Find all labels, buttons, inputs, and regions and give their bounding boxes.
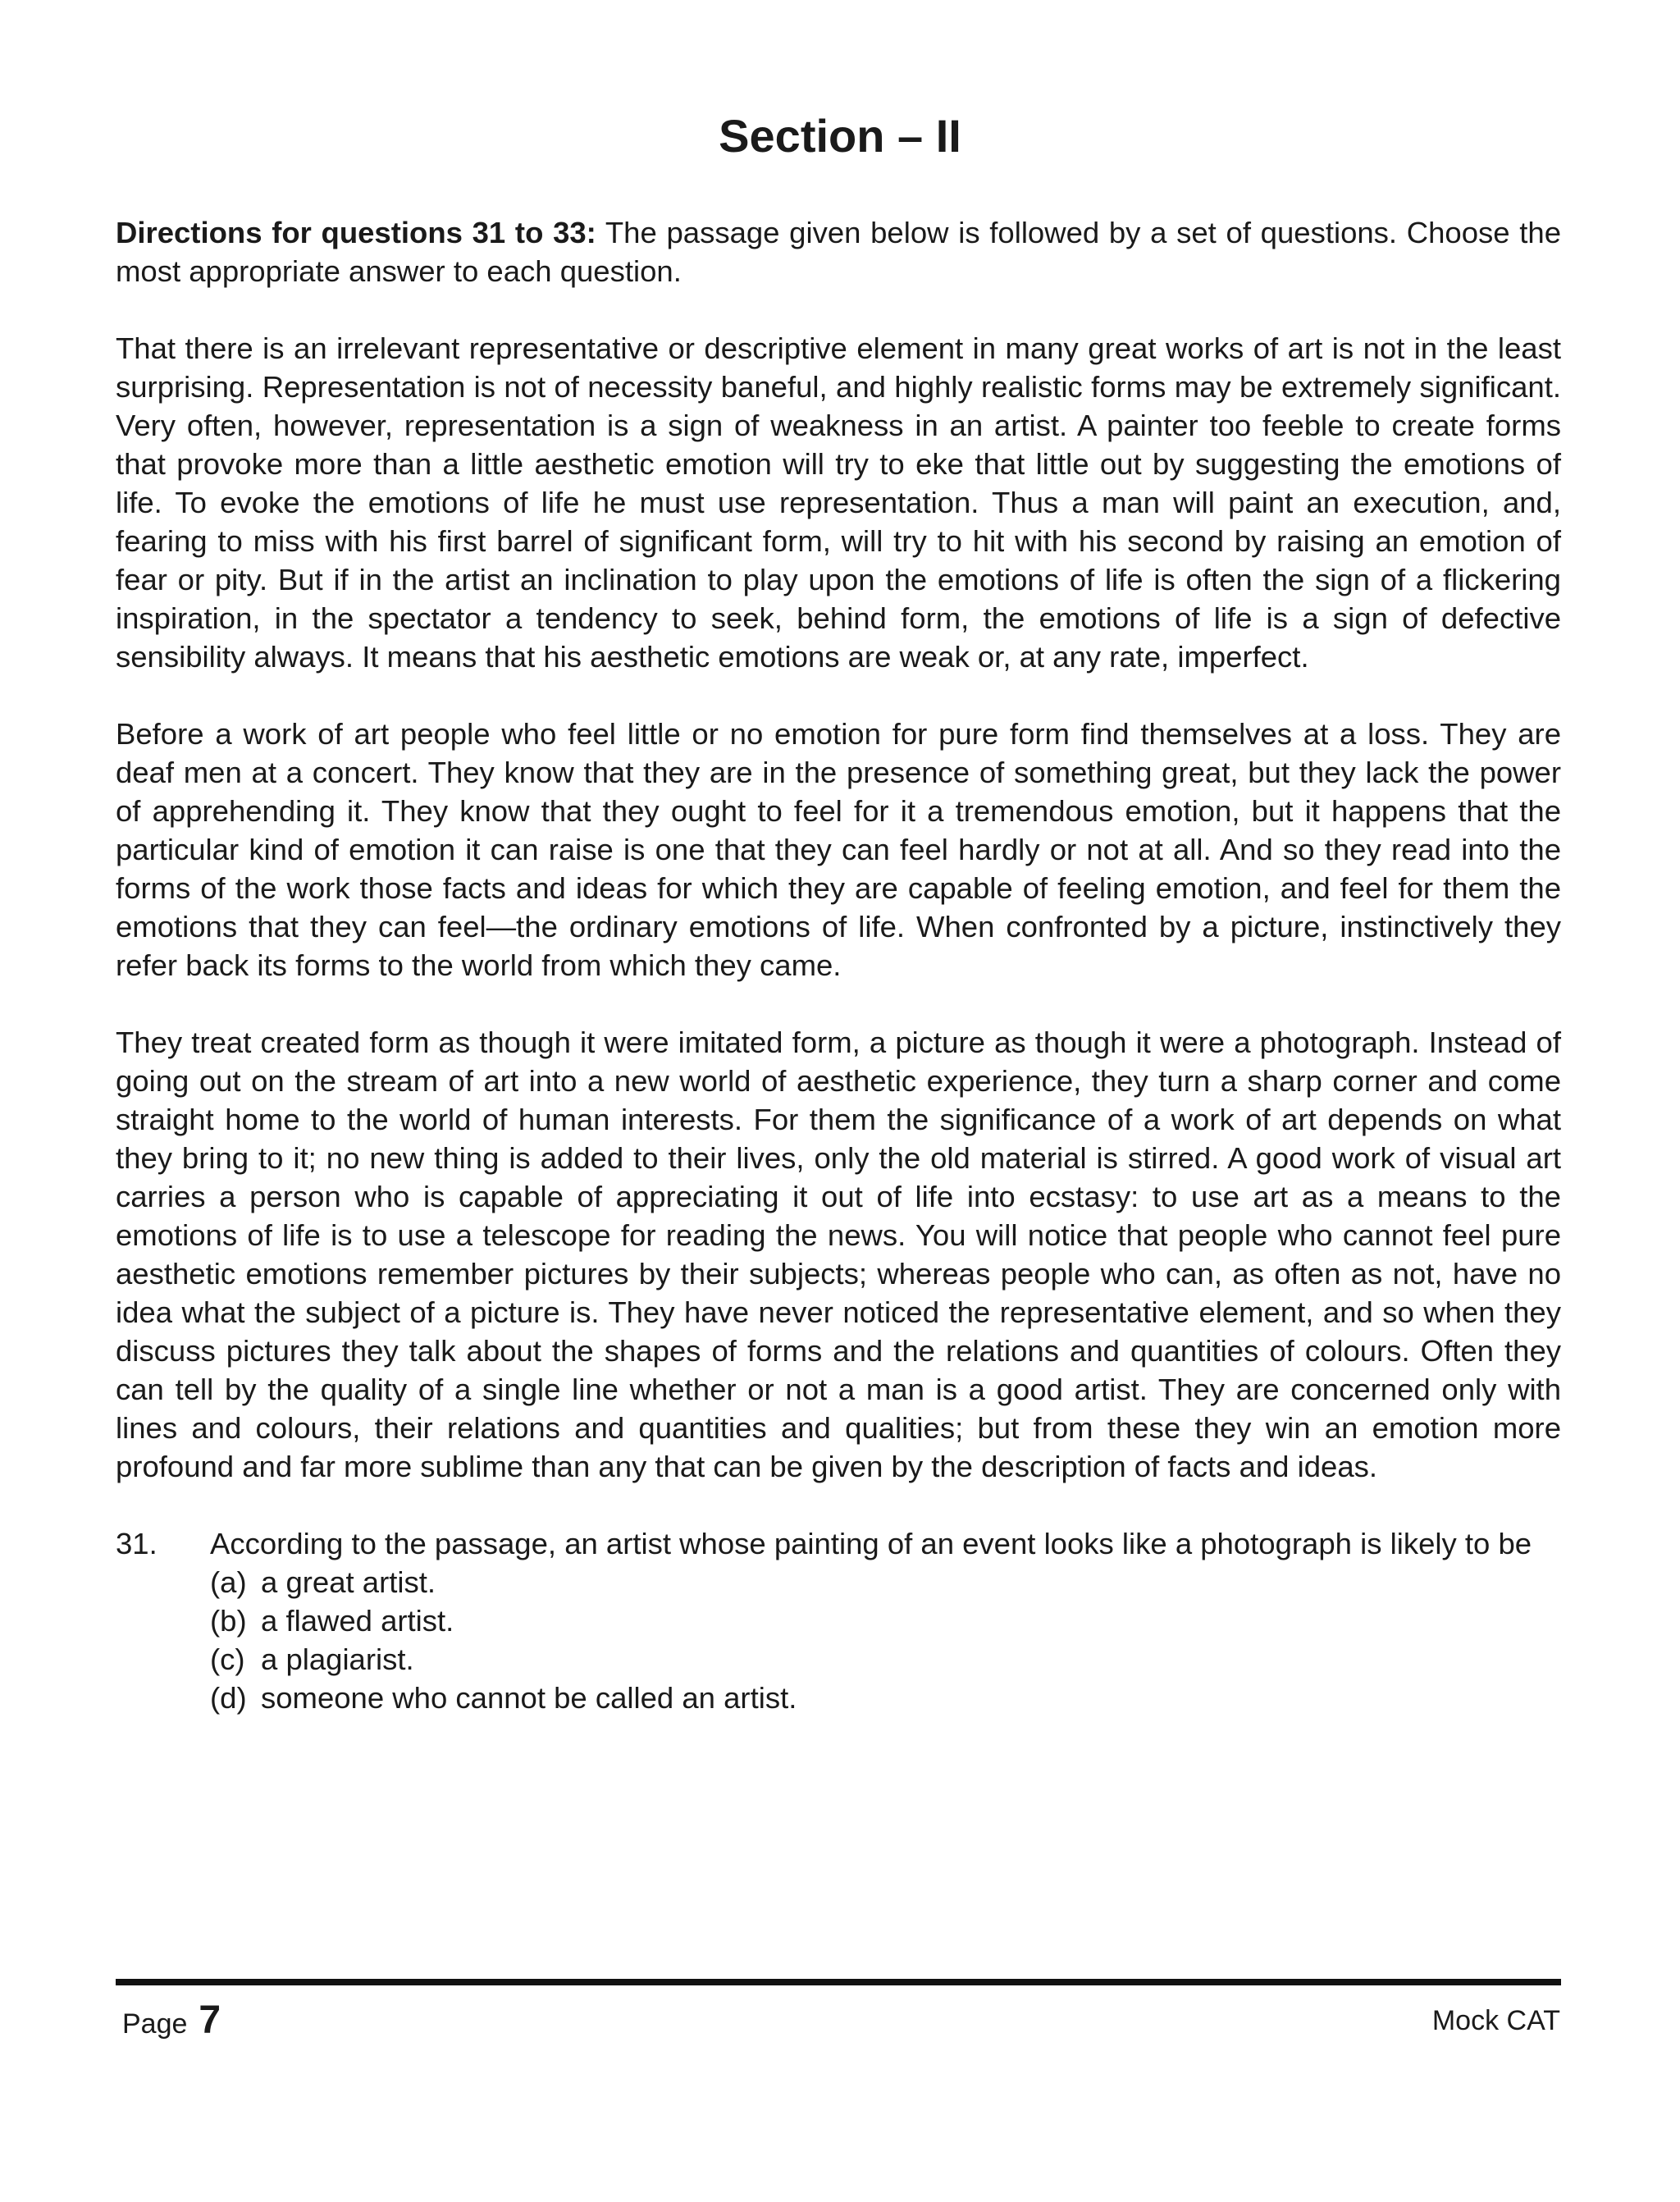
directions [116,213,1561,290]
page-number: 7 [199,1999,221,2042]
section-title: Section – II [719,110,961,162]
directions-label: Directions for questions 31 to 33: [116,216,596,249]
question-text: According to the passage, an artist whose painting of an event looks like a photograph is likely to be [210,1527,1532,1560]
question-number: 31. [116,1527,158,1560]
option-text: a flawed artist. [261,1604,454,1638]
option-letter: (d) [210,1681,247,1715]
option-text: a plagiarist. [261,1642,414,1676]
option-letter: (b) [210,1604,247,1638]
option-b [210,1601,1561,1640]
footer-document-title: Mock CAT [1431,2005,1560,2036]
passage-paragraph-1: That there is an irrelevant representative or descriptive element in many great works of art is not in the least surprising. Representation is not of necessity baneful, and highly realistic forms may be extremely significant. Very often, however, representation is a sign of weakness in an artist. A painter too feeble to create forms that provoke more than a little aesthetic emotion will try to eke that little out by suggesting the emotions of life. To evoke the emotions of life he must use representation. Thus a man will paint an execution, and, fearing to miss with his first barrel of significant form, will try to hit with his second by raising an emotion of fear or pity. But if in the artist an inclination to play upon the emotions of life is often the sign of a flickering inspiration, in the spectator a tendency to seek, behind form, the emotions of life is a sign of defective sensibility always. It means that his aesthetic emotions are weak or, at any rate, imperfect. [116,331,1561,674]
option-text: a great artist. [261,1565,436,1599]
passage-paragraph-3: They treat created form as though it were imitated form, a picture as though it were a photograph. Instead of going out on the stream of art into a new world of aesthetic experience, they turn a sharp corner and come straight home to the world of human interests. For them the significance of a work of art depends on what they bring to it; no new thing is added to their lives, only the old material is stirred. A good work of visual art carries a person who is capable of appreciating it out of life into ecstasy: to use art as a means to the emotions of life is to use a telescope for reading the news. You will notice that people who cannot feel pure aesthetic emotions remember pictures by their subjects; whereas people who can, as often as not, have no idea what the subject of a picture is. They have never noticed the representative element, and so when they discuss pictures they talk about the shapes of forms and the relations and quantities of colours. Often they can tell by the quality of a single line whether or not a man is a good artist. They are concerned only with lines and colours, their relations and quantities and qualities; but from these they win an emotion more profound and far more sublime than any that can be given by the description of facts and ideas. [116,1026,1561,1483]
question-stem [116,1524,1561,1563]
directions-text: The passage given below is followed by a set of questions. Choose the most appropriate answer to each question. [116,216,1562,288]
passage-paragraph-2: Before a work of art people who feel little or no emotion for pure form find themselves at a loss. They are deaf men at a concert. They know that they are in the presence of something great, but they lack the power of apprehending it. They know that they ought to feel for it a tremendous emotion, but it happens that the particular kind of emotion it can raise is one that they can feel hardly or not at all. And so they read into the forms of the work those facts and ideas for which they are capable of feeling emotion, and feel for them the emotions that they can feel—the ordinary emotions of life. When confronted by a picture, instinctively they refer back its forms to the world from which they came. [116,717,1561,982]
question-31 [116,1524,1561,1717]
answer-options [210,1563,1561,1717]
page-footer-left [122,2000,221,2044]
content-area [116,213,1561,1717]
option-text: someone who cannot be called an artist. [261,1681,797,1715]
option-d [210,1679,1561,1717]
option-a [210,1563,1561,1601]
footer-divider [116,1979,1561,1985]
option-letter: (a) [210,1565,247,1599]
page-label: Page [122,2008,188,2040]
option-letter: (c) [210,1642,245,1676]
option-c [210,1640,1561,1679]
